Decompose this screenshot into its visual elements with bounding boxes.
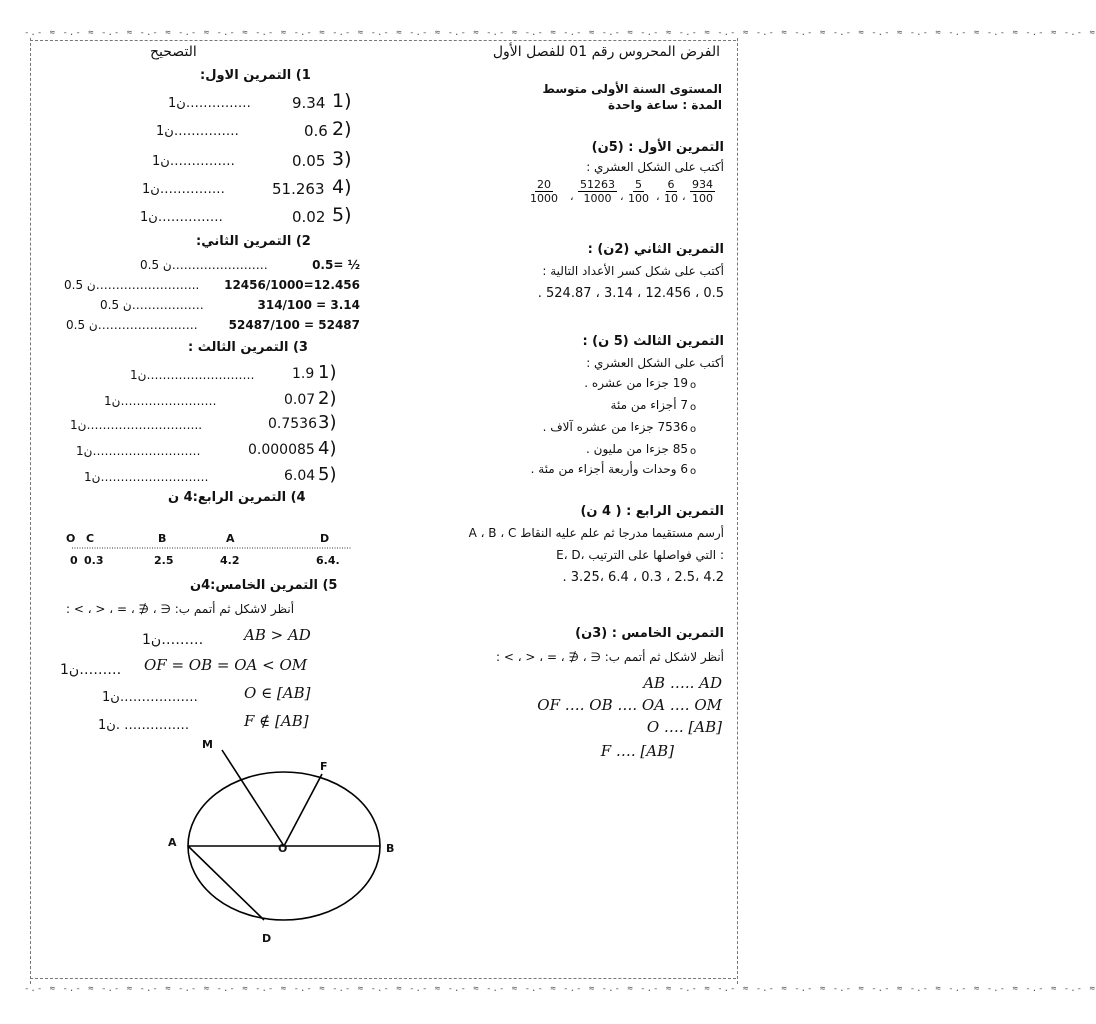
ex1-separator: ،: [682, 190, 686, 203]
figure-label-f: F: [320, 760, 328, 773]
c3-value: 1.9: [292, 366, 315, 382]
ex3-item: 19 جزءا من عشره .: [584, 376, 688, 390]
ex1-separator: ،: [570, 190, 574, 203]
ex4-line: أرسم مستقيما مدرجا ثم علم عليه النقاط A ، B ، C: [468, 526, 724, 540]
point-value: 0: [70, 554, 78, 567]
c1-title: 1) التمرين الاول:: [200, 68, 311, 83]
c2-expr: 52487/100 = 52487: [228, 318, 360, 332]
c1-value: 51.263: [272, 180, 325, 198]
c1-value: 0.02: [292, 208, 326, 226]
c3-number: 2): [318, 388, 337, 409]
point-value: 6.4.: [316, 554, 340, 567]
c2-score: 0.5 ن……………………: [140, 258, 268, 272]
c3-value: 0.07: [284, 392, 316, 408]
c1-score: 1ن……………: [156, 124, 239, 139]
point-label: O: [66, 532, 76, 545]
c1-score: 1ن……………: [152, 154, 235, 169]
c1-score: 1ن……………: [140, 210, 223, 225]
c3-value: 0.000085: [248, 442, 315, 458]
c2-score: 0.5 ن……………………..: [64, 278, 200, 292]
c1-value: 0.6: [304, 122, 328, 140]
c3-score: 1ن………………………: [130, 368, 255, 382]
c3-value: 6.04: [284, 468, 316, 484]
c5-score: 1ن………: [142, 632, 204, 648]
c2-title: 2) التمرين الثاني:: [196, 234, 311, 249]
ex3-item: 85 جزءا من مليون .: [586, 442, 688, 456]
ex1-fraction: $\frac{20}{1000}$: [530, 178, 558, 205]
c4-title: 4) التمرين الرابع:4 ن: [168, 490, 306, 505]
figure-label-m: M: [202, 738, 213, 751]
c3-score: 1ن………………………..: [70, 418, 203, 432]
exam-title: الفرض المحروس رقم 01 للفصل الأول: [492, 44, 720, 60]
ex5-item: F …. [AB]: [600, 742, 674, 760]
c3-value: 0.7536: [268, 416, 317, 432]
ex5-item: O …. [AB]: [646, 718, 722, 736]
c1-score: 1ن……………: [168, 96, 251, 111]
point-label: D: [320, 532, 330, 545]
bottom-border-decoration: -.- ≈ -.- ≈ -.- ≈ -.- ≈ -.- ≈ -.- ≈ -.- ≈ -.- ≈ -.- ≈ -.- ≈ -.- ≈ -.- ≈ -.- ≈ -.- ≈ -.- ≈ -.- ≈ -.- ≈ -.- ≈ -.- ≈ -.- ≈ -.- ≈ -.- ≈ -.- ≈ -.- ≈ -.- ≈ -.- ≈ -.- ≈ -.- ≈: [24, 984, 1096, 994]
c3-number: 3): [318, 412, 337, 433]
ex1-separator: ،: [620, 190, 624, 203]
c1-number: 2): [332, 118, 352, 140]
ex2-title: التمرين الثاني (2ن) :: [587, 242, 724, 257]
bottom-border-line: [30, 978, 736, 979]
ex2-instruction: أكتب على شكل كسر الأعداد التالية :: [542, 264, 724, 278]
c2-score: 0.5 ن…………………….: [66, 318, 198, 332]
c5-score: 1ن………………: [102, 690, 198, 705]
ex4-title: التمرين الرابع : ( 4 ن): [580, 504, 724, 519]
figure-label-b: B: [386, 842, 395, 855]
c1-number: 3): [332, 148, 352, 170]
point-label: C: [86, 532, 95, 545]
c5-instruction: أنظر لاشكل ثم أتمم ب: ∈ ، ∉ ، = ، < ، > :: [66, 602, 295, 616]
ex1-instruction: أكتب على الشكل العشري :: [586, 160, 724, 174]
bullet-icon: o: [690, 446, 697, 457]
c5-title: 5) التمرين الخامس:4ن: [190, 578, 338, 593]
bullet-icon: o: [690, 424, 697, 435]
point-value: 4.2: [220, 554, 240, 567]
ex1-title: التمرين الأول : (5ن): [591, 140, 724, 155]
duration-info: المدة : ساعة واحدة: [607, 98, 722, 112]
c5-score: 1ن. ……………: [98, 718, 190, 733]
point-label: B: [158, 532, 167, 545]
ex3-item: 6 وحدات وأربعة أجزاء من مئة .: [530, 462, 688, 476]
c3-score: 1ن………………………: [76, 444, 201, 458]
ex1-fraction: $\frac{51263}{1000}$: [580, 178, 615, 205]
number-line: [60, 530, 360, 570]
c3-score: 1ن……………………: [104, 394, 217, 408]
ex1-fraction: $\frac{934}{100}$: [692, 178, 713, 205]
c5-expr: F ∉ [AB]: [244, 712, 309, 730]
ex3-item: 7 أجزاء من مئة: [610, 398, 688, 412]
ex5-item: OF …. OB …. OA …. OM: [537, 696, 722, 714]
c5-expr: AB > AD: [244, 626, 311, 644]
ex5-instruction: أنظر لاشكل ثم أتمم ب: ∈ ، ∉ ، = ، < ، > :: [495, 650, 724, 664]
c2-expr: 0.5= ½: [312, 258, 360, 272]
c5-expr: O ∈ [AB]: [244, 684, 311, 702]
c5-expr: OF = OB = OA < OM: [144, 656, 308, 674]
c3-number: 5): [318, 464, 337, 485]
level-info: المستوى السنة الأولى متوسط: [542, 82, 722, 96]
point-label: A: [226, 532, 235, 545]
ex3-item: 7536 جزءا من عشره آلاف .: [542, 420, 688, 434]
point-value: 0.3: [84, 554, 104, 567]
top-border-decoration: -.- ≈ -.- ≈ -.- ≈ -.- ≈ -.- ≈ -.- ≈ -.- ≈ -.- ≈ -.- ≈ -.- ≈ -.- ≈ -.- ≈ -.- ≈ -.- ≈ -.- ≈ -.- ≈ -.- ≈ -.- ≈ -.- ≈ -.- ≈ -.- ≈ -.- ≈ -.- ≈ -.- ≈ -.- ≈ -.- ≈ -.- ≈ -.- ≈: [24, 28, 1096, 38]
figure-label-d: D: [262, 932, 272, 945]
bullet-icon: o: [690, 466, 697, 477]
ex1-separator: ،: [656, 190, 660, 203]
c1-value: 9.34: [292, 94, 326, 112]
ex3-title: التمرين الثالث (5 ن) :: [582, 334, 724, 349]
ex1-fraction: $\frac{6}{10}$: [664, 178, 678, 205]
c3-score: 1ن………………………: [84, 470, 209, 484]
bullet-icon: o: [690, 402, 697, 413]
ex4-values: . 3.25، 6.4 ، 0.3 ، 2.5، 4.2: [562, 570, 724, 585]
figure-label-o: O: [278, 842, 288, 855]
c1-number: 1): [332, 90, 352, 112]
c2-expr: 12456/1000=12.456: [224, 278, 360, 292]
c3-number: 1): [318, 362, 337, 383]
ex1-fraction: $\frac{5}{100}$: [628, 178, 649, 205]
c1-number: 4): [332, 176, 352, 198]
correction-title: التصحيح: [150, 44, 197, 60]
point-value: 2.5: [154, 554, 174, 567]
ex5-item: AB ….. AD: [643, 674, 722, 692]
c1-score: 1ن……………: [142, 182, 225, 197]
ex3-instruction: أكتب على الشكل العشري :: [586, 356, 724, 370]
ex2-numbers: . 524.87 ، 3.14 ، 12.456 ، 0.5: [537, 286, 724, 301]
c1-value: 0.05: [292, 152, 326, 170]
c2-expr: 314/100 = 3.14: [257, 298, 360, 312]
ex4-line: E، D، التي فواصلها على الترتيب :: [556, 548, 724, 562]
c2-score: 0.5 ن………………: [100, 298, 204, 312]
figure-label-a: A: [168, 836, 177, 849]
c3-number: 4): [318, 438, 337, 459]
ex5-title: التمرين الخامس : (3ن): [575, 626, 724, 641]
c1-number: 5): [332, 204, 352, 226]
bullet-icon: o: [690, 380, 697, 391]
c5-score: 1ن………: [60, 662, 122, 678]
c3-title: 3) التمرين الثالث :: [188, 340, 308, 355]
